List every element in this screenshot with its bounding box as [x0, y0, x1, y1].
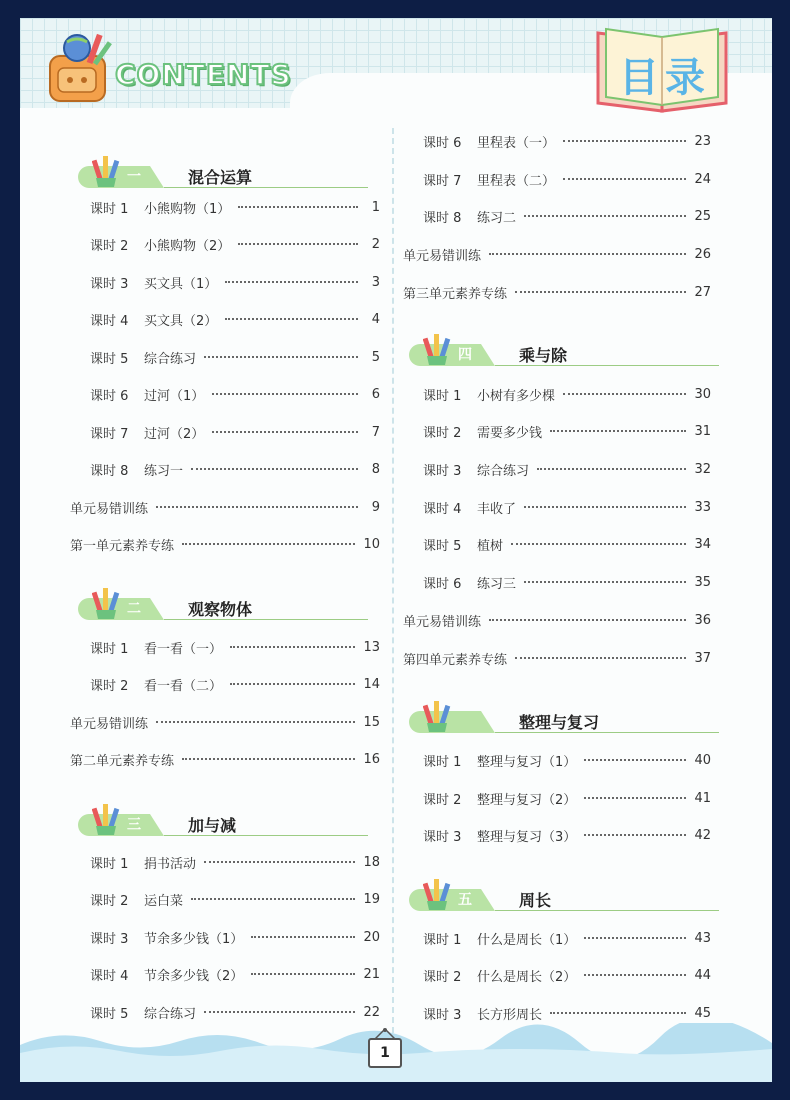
- entry-title: 买文具（2）: [144, 313, 218, 329]
- toc-entry-lesson[interactable]: [90, 383, 380, 405]
- entry-title: 节余多少钱（1）: [144, 931, 244, 947]
- toc-entry-section[interactable]: [70, 711, 380, 733]
- dot-leader: [524, 506, 686, 508]
- lesson-label: 课时 1: [423, 754, 462, 770]
- entry-title: 小熊购物（1）: [144, 201, 231, 217]
- entry-page-number: 21: [363, 966, 380, 982]
- toc-entry-lesson[interactable]: [423, 533, 711, 555]
- toc-entry-lesson[interactable]: [90, 346, 380, 368]
- lesson-label: 课时 6: [423, 135, 462, 151]
- entry-title: 综合练习: [144, 351, 197, 367]
- dot-leader: [238, 206, 358, 208]
- entry-title: 单元易错训练: [70, 716, 149, 732]
- entry-title: 需要多少钱: [477, 425, 543, 441]
- entry-page-number: 15: [363, 714, 380, 730]
- lesson-label: 课时 1: [90, 641, 129, 657]
- toc-entry-lesson[interactable]: [423, 749, 711, 771]
- entry-page-number: 30: [694, 386, 711, 402]
- toc-entry-lesson[interactable]: [423, 205, 711, 227]
- entry-title: 运白菜: [144, 893, 184, 909]
- entry-title: 综合练习: [144, 1006, 197, 1022]
- entry-title: 过河（2）: [144, 426, 205, 442]
- entry-page-number: 4: [371, 311, 380, 327]
- entry-page-number: 31: [694, 423, 711, 439]
- entry-title: 过河（1）: [144, 388, 205, 404]
- entry-title: 丰收了: [477, 501, 517, 517]
- entry-title: 植树: [477, 538, 504, 554]
- dot-leader: [225, 318, 358, 320]
- lesson-label: 课时 6: [90, 388, 129, 404]
- entry-page-number: 40: [694, 752, 711, 768]
- lesson-label: 课时 1: [90, 856, 129, 872]
- entry-page-number: 45: [694, 1005, 711, 1021]
- dot-leader: [230, 646, 355, 648]
- dot-leader: [511, 543, 686, 545]
- dot-leader: [230, 683, 355, 685]
- entry-title: 整理与复习（3）: [477, 829, 577, 845]
- entry-page-number: 42: [694, 827, 711, 843]
- toc-entry-lesson[interactable]: [423, 168, 711, 190]
- entry-title: 单元易错训练: [403, 248, 482, 264]
- dot-leader: [515, 657, 686, 659]
- entry-title: 小熊购物（2）: [144, 238, 231, 254]
- lesson-label: 课时 3: [90, 931, 129, 947]
- toc-entry-lesson[interactable]: [90, 673, 380, 695]
- entry-page-number: 43: [694, 930, 711, 946]
- dot-leader: [563, 393, 686, 395]
- entry-title: 综合练习: [477, 463, 530, 479]
- toc-entry-section[interactable]: [70, 748, 380, 770]
- lesson-label: 课时 2: [423, 792, 462, 808]
- dot-leader: [550, 1012, 686, 1014]
- entry-title: 第三单元素养专练: [403, 286, 508, 302]
- dot-leader: [584, 974, 686, 976]
- unit-heading: [78, 158, 368, 188]
- entry-page-number: 32: [694, 461, 711, 477]
- toc-entry-lesson[interactable]: [423, 458, 711, 480]
- entry-page-number: 41: [694, 790, 711, 806]
- dot-leader: [489, 619, 686, 621]
- dot-leader: [212, 393, 358, 395]
- dot-leader: [515, 291, 686, 293]
- entry-title: 练习二: [477, 210, 517, 226]
- dot-leader: [156, 506, 358, 508]
- unit-number: 三: [127, 817, 141, 833]
- column-divider: [392, 128, 394, 1033]
- entry-page-number: 19: [363, 891, 380, 907]
- entry-title: 什么是周长（2）: [477, 969, 577, 985]
- lesson-label: 课时 3: [423, 829, 462, 845]
- entry-page-number: 7: [371, 424, 380, 440]
- lesson-label: 课时 7: [90, 426, 129, 442]
- dot-leader: [204, 1011, 355, 1013]
- entry-page-number: 3: [371, 274, 380, 290]
- unit-heading: [409, 703, 719, 733]
- toc-entry-lesson[interactable]: [90, 636, 380, 658]
- unit-title: 周长: [519, 891, 552, 910]
- dot-leader: [584, 797, 686, 799]
- unit-title: 乘与除: [519, 346, 568, 365]
- toc-entry-section[interactable]: [403, 609, 711, 631]
- lesson-label: 课时 3: [423, 463, 462, 479]
- dot-leader: [212, 431, 358, 433]
- toc-entry-lesson[interactable]: [423, 130, 711, 152]
- unit-number: 二: [127, 601, 141, 617]
- dot-leader: [584, 937, 686, 939]
- entry-title: 节余多少钱（2）: [144, 968, 244, 984]
- lesson-label: 课时 5: [423, 538, 462, 554]
- lesson-label: 课时 2: [423, 425, 462, 441]
- entry-page-number: 2: [371, 236, 380, 252]
- entry-title: 什么是周长（1）: [477, 932, 577, 948]
- lesson-label: 课时 4: [90, 968, 129, 984]
- entry-title: 买文具（1）: [144, 276, 218, 292]
- dot-leader: [182, 543, 355, 545]
- toc-entry-section[interactable]: [403, 243, 711, 265]
- toc-entry-lesson[interactable]: [90, 196, 380, 218]
- lesson-label: 课时 8: [90, 463, 129, 479]
- dot-leader: [238, 243, 358, 245]
- entry-page-number: 14: [363, 676, 380, 692]
- dot-leader: [204, 356, 358, 358]
- lesson-label: 课时 2: [90, 893, 129, 909]
- dot-leader: [563, 140, 686, 142]
- unit-title: 加与减: [188, 816, 237, 835]
- lesson-label: 课时 4: [90, 313, 129, 329]
- dot-leader: [251, 936, 355, 938]
- page-number: 1: [368, 1038, 402, 1068]
- lesson-label: 课时 2: [423, 969, 462, 985]
- unit-title: 整理与复习: [519, 713, 600, 732]
- dot-leader: [182, 758, 355, 760]
- entry-page-number: 16: [363, 751, 380, 767]
- dot-leader: [584, 759, 686, 761]
- toc-title: 目录: [619, 55, 711, 101]
- entry-page-number: 25: [694, 208, 711, 224]
- lesson-label: 课时 8: [423, 210, 462, 226]
- lesson-label: 课时 5: [90, 351, 129, 367]
- lesson-label: 课时 2: [90, 678, 129, 694]
- entry-page-number: 27: [694, 284, 711, 300]
- toc-entry-lesson[interactable]: [423, 420, 711, 442]
- toc-entry-lesson[interactable]: [90, 308, 380, 330]
- entry-title: 里程表（二）: [477, 173, 556, 189]
- entry-page-number: 44: [694, 967, 711, 983]
- entry-title: 小树有多少棵: [477, 388, 556, 404]
- dot-leader: [537, 468, 686, 470]
- entry-page-number: 18: [363, 854, 380, 870]
- entry-page-number: 35: [694, 574, 711, 590]
- toc-entry-lesson[interactable]: [423, 571, 711, 593]
- unit-heading: [78, 806, 368, 836]
- entry-page-number: 5: [371, 349, 380, 365]
- entry-title: 练习一: [144, 463, 184, 479]
- unit-heading: [78, 590, 368, 620]
- toc-entry-lesson[interactable]: [423, 383, 711, 405]
- entry-title: 单元易错训练: [403, 614, 482, 630]
- entry-page-number: 1: [371, 199, 380, 215]
- entry-page-number: 6: [371, 386, 380, 402]
- entry-page-number: 26: [694, 246, 711, 262]
- lesson-label: 课时 1: [423, 388, 462, 404]
- toc-entry-section[interactable]: [403, 647, 711, 669]
- toc-entry-section[interactable]: [70, 496, 380, 518]
- toc-entry-lesson[interactable]: [423, 496, 711, 518]
- lesson-label: 课时 6: [423, 576, 462, 592]
- entry-title: 里程表（一）: [477, 135, 556, 151]
- unit-title: 混合运算: [188, 168, 253, 187]
- unit-heading: [409, 881, 719, 911]
- lesson-label: 课时 3: [90, 276, 129, 292]
- entry-title: 第二单元素养专练: [70, 753, 175, 769]
- toc-entry-section[interactable]: [403, 281, 711, 303]
- dot-leader: [191, 468, 358, 470]
- entry-title: 捐书活动: [144, 856, 197, 872]
- lesson-label: 课时 5: [90, 1006, 129, 1022]
- dot-leader: [563, 178, 686, 180]
- toc-entry-lesson[interactable]: [423, 1002, 711, 1024]
- lesson-label: 课时 7: [423, 173, 462, 189]
- entry-title: 整理与复习（2）: [477, 792, 577, 808]
- entry-page-number: 22: [363, 1004, 380, 1020]
- toc-entry-lesson[interactable]: [90, 271, 380, 293]
- dot-leader: [524, 215, 686, 217]
- lesson-label: 课时 2: [90, 238, 129, 254]
- toc-entry-lesson[interactable]: [90, 458, 380, 480]
- toc-entry-lesson[interactable]: [423, 927, 711, 949]
- dot-leader: [584, 834, 686, 836]
- entry-title: 第四单元素养专练: [403, 652, 508, 668]
- toc-entry-lesson[interactable]: [90, 888, 380, 910]
- contents-heading: CONTENTS: [115, 58, 292, 91]
- entry-page-number: 13: [363, 639, 380, 655]
- toc-page: [20, 18, 772, 1082]
- unit-number: [447, 711, 483, 733]
- entry-page-number: 8: [371, 461, 380, 477]
- entry-title: 整理与复习（1）: [477, 754, 577, 770]
- entry-title: 第一单元素养专练: [70, 538, 175, 554]
- toc-entry-lesson[interactable]: [90, 926, 380, 948]
- entry-page-number: 36: [694, 612, 711, 628]
- toc-entry-lesson[interactable]: [423, 964, 711, 986]
- dot-leader: [204, 861, 355, 863]
- entry-title: 练习三: [477, 576, 517, 592]
- entry-page-number: 37: [694, 650, 711, 666]
- lesson-label: 课时 1: [423, 932, 462, 948]
- lesson-label: 课时 3: [423, 1007, 462, 1023]
- toc-entry-lesson[interactable]: [90, 421, 380, 443]
- unit-title: 观察物体: [188, 600, 253, 619]
- entry-page-number: 24: [694, 171, 711, 187]
- lesson-label: 课时 4: [423, 501, 462, 517]
- entry-page-number: 20: [363, 929, 380, 945]
- unit-number: 一: [127, 169, 141, 185]
- entry-page-number: 9: [371, 499, 380, 515]
- unit-heading: [409, 336, 719, 366]
- dot-leader: [524, 581, 686, 583]
- toc-entry-lesson[interactable]: [90, 1001, 380, 1023]
- entry-title: 单元易错训练: [70, 501, 149, 517]
- toc-entry-lesson[interactable]: [90, 851, 380, 873]
- toc-entry-lesson[interactable]: [90, 963, 380, 985]
- toc-entry-lesson[interactable]: [90, 233, 380, 255]
- entry-page-number: 33: [694, 499, 711, 515]
- entry-page-number: 34: [694, 536, 711, 552]
- unit-number: 五: [458, 892, 472, 908]
- lesson-label: 课时 1: [90, 201, 129, 217]
- school-bag-icon: [40, 28, 115, 108]
- unit-number: 四: [458, 347, 472, 363]
- dot-leader: [489, 253, 686, 255]
- dot-leader: [251, 973, 355, 975]
- entry-title: 看一看（二）: [144, 678, 223, 694]
- entry-page-number: 10: [363, 536, 380, 552]
- dot-leader: [225, 281, 358, 283]
- toc-entry-section[interactable]: [70, 533, 380, 555]
- dot-leader: [156, 721, 355, 723]
- entry-page-number: 23: [694, 133, 711, 149]
- dot-leader: [191, 898, 355, 900]
- toc-entry-lesson[interactable]: [423, 787, 711, 809]
- entry-title: 看一看（一）: [144, 641, 223, 657]
- entry-title: 长方形周长: [477, 1007, 543, 1023]
- dot-leader: [550, 430, 686, 432]
- toc-entry-lesson[interactable]: [423, 824, 711, 846]
